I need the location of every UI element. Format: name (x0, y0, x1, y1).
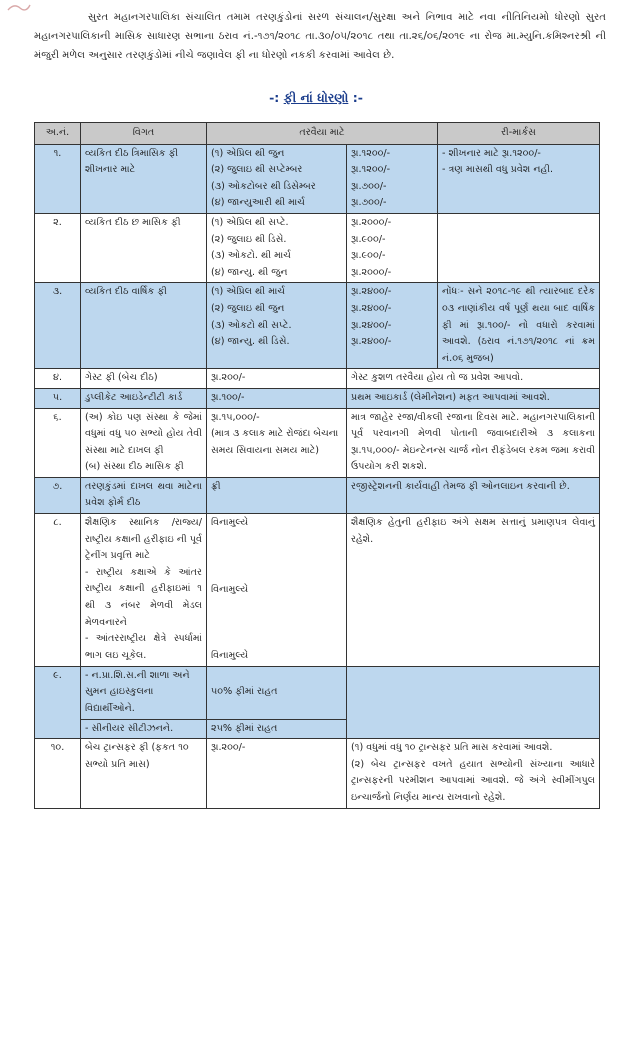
period-item: (૨) જુલાઇ થી ડિસે. (211, 233, 287, 245)
fee-item: વિનામુલ્યે (211, 583, 249, 595)
table-row (35, 739, 600, 808)
amount-item: રૂા.૨૪૦૦/- (351, 336, 392, 348)
intro-text: સુરત મહાનગરપાલિકા સંચાલિત તમામ તરણકુંડોનાં સરળ સંચાલન/સુરક્ષા અને નિભાવ માટે નવા નીતિનિયમો ધોરણો સુરત મહાનગરપાલિકાની માસિક સાધારણ સભાના ઠરાવ નં.-૧૭૧/૨૦૧૮ તા.૩૦/૦૫/૨૦૧૮ તથા તા.૨૬/૦૬/૨૦૧૯ ના રોજ મા.મ્યુનિ.કમિશ્નરશ્રી ની મંજુરી મળેલ અનુસાર તરણકુંડોમાં નીચે જણાવેલ ફી ના ધોરણો નકકી કરવામાં આવેલ છે. (34, 12, 606, 61)
period-item: (૨) જુલાઇ થી જુન (211, 302, 285, 314)
table-row (35, 408, 600, 477)
row-fee: ૫૦% ફીમાં રાહત (207, 666, 347, 719)
period-item: (૨) જુલાઇ થી સપ્ટેમ્બર (211, 164, 303, 176)
period-item: (૩) ઓકટોબર થી ડિસેમ્બર (211, 180, 316, 192)
period-item: (૪) જાન્યુ. થી ડિસે. (211, 336, 290, 348)
remark-item: - ત્રણ માસથી વધુ પ્રવેશ નહી. (442, 164, 554, 176)
table-row (35, 477, 600, 513)
detail-part-2: - રાષ્ટ્રીય કક્ષાએ કે આંતર રાષ્ટ્રીય કક્ષાની હરીફાઇમાં ૧ થી ૩ નંબર મેળવી મેડલ મેળવનારને (85, 566, 202, 628)
period-item: (૧) એપ્રિલ થી જુન (211, 147, 285, 159)
row-remarks (347, 666, 600, 738)
fee-amount: રૂા.૧૫,૦૦૦/- (211, 411, 260, 423)
row-remarks: પ્રથમ આઇકાર્ડ (લેમીનેશન) મફત આપવામાં આવશે. (347, 388, 600, 408)
row-remarks (438, 213, 600, 282)
row-number: ૧૦. (35, 739, 81, 808)
row-fee: રૂા.૨૦૦/- (207, 369, 347, 389)
row-detail: ગેસ્ટ ફી (બેચ દીઠ) (81, 369, 207, 389)
row-fee: ૨૫% ફીમાં રાહત (207, 719, 347, 739)
row-fee: રૂા.૨૦૦/- (207, 739, 347, 808)
amount-item: રૂા.૨૪૦૦/- (351, 319, 392, 331)
row-fee (207, 514, 347, 667)
row-detail: વ્યકિત દીઠ વાર્ષિક ફી (81, 283, 207, 369)
header-swimmer: તરવૈયા માટે (207, 123, 438, 145)
fee-item: વિનામુલ્યે (211, 650, 249, 662)
row-remarks (347, 739, 600, 808)
detail-part-b: (બ) સંસ્થા દીઠ માસિક ફી (85, 461, 184, 473)
table-row (35, 144, 600, 213)
amount-item: રૂા.૨૪૦૦/- (351, 286, 392, 298)
amount-item: રૂા.૨૦૦૦/- (351, 216, 392, 228)
detail-part-3: - આંતરરાષ્ટ્રીય ક્ષેત્રે સ્પર્ધામાં ભાગ લઇ ચૂકેલ. (85, 633, 202, 661)
table-header-row (35, 123, 600, 145)
detail-part-1: શૈક્ષણિક સ્થાનિક /રાજ્ય/ રાષ્ટ્રીય કક્ષાની હરીફાઇ ની પૂર્વ ટ્રેનીંગ પ્રવૃત્તિ માટે (85, 517, 202, 562)
row-periods (207, 283, 347, 369)
row-detail: તરણકુંડમાં દાખલ થવા માટેના પ્રવેશ ફોર્મ દીઠ (81, 477, 207, 513)
row-periods (207, 144, 347, 213)
table-row (35, 514, 600, 667)
row-fee: રૂા.૧૦૦/- (207, 388, 347, 408)
row-number: ૬. (35, 408, 81, 477)
fee-item: વિનામુલ્યે (211, 517, 249, 529)
row-remarks: ગેસ્ટ કુશળ તરવૈયા હોય તો જ પ્રવેશ આપવો. (347, 369, 600, 389)
row-detail: બેચ ટ્રાન્સફર ફી (ફકત ૧૦ સભ્યો પ્રતિ માસ) (81, 739, 207, 808)
header-serial: અ.નં. (35, 123, 81, 145)
row-amounts (347, 144, 438, 213)
corner-swirl-icon (6, 2, 32, 12)
remark-item: (૨) બેચ ટ્રાન્સફર વખતે હયાત સભ્યોની સંખ્યાના આધારે ટ્રાન્સફરની પરમીશન આપવામાં આવશે. જે અંગે સ્વીમીંગપુલ ઇન્ચાર્જનો નિર્ણય માન્ય રાખવાનો રહેશે. (351, 758, 596, 803)
row-number: ૫. (35, 388, 81, 408)
page-title: -: ફી નાં ધોરણો :- (269, 90, 363, 105)
table-row (35, 213, 600, 282)
row-detail: વ્યકિત દીઠ ત્રિમાસિક ફી શીખનાર માટે (81, 144, 207, 213)
row-number: ૪. (35, 369, 81, 389)
period-item: (૪) જાન્યુઆરી થી માર્ચ (211, 197, 305, 209)
amount-item: રૂા.૭૦૦/- (351, 180, 387, 192)
table-row (35, 666, 600, 719)
row-detail (81, 514, 207, 667)
amount-item: રૂા.૯૦૦/- (351, 233, 386, 245)
period-item: (૪) જાન્યુ. થી જુન (211, 266, 288, 278)
table-row (35, 369, 600, 389)
amount-item: રૂા.૧૨૦૦/- (351, 164, 391, 176)
remark-item: - શીખનાર માટે રૂા.૧૨૦૦/- (442, 147, 541, 159)
row-detail (81, 408, 207, 477)
row-remarks: નોંધઃ- સને ૨૦૧૮-૧૯ થી ત્યારબાદ દરેક ૦૩ નાણાંકીય વર્ષ પૂર્ણ થયા બાદ વાર્ષિક ફી માં રૂા.૧૦૦/- નો વધારો કરવામાં આવશે. (ઠરાવ નં.૧૭૧/૨૦૧૮ નાં ક્રમ નં.૦૬ મુજબ) (438, 283, 600, 369)
row-number: ૩. (35, 283, 81, 369)
row-detail: વ્યકિત દીઠ છ માસિક ફી (81, 213, 207, 282)
row-detail: - ન.પ્રા.શિ.સ.ની શાળા અને સુમન હાઇસ્કુલના વિદ્યાર્થીઓને. (81, 666, 207, 719)
row-detail: ડુપ્લીકેટ આઇડેન્ટીટી કાર્ડ (81, 388, 207, 408)
row-number: ૭. (35, 477, 81, 513)
row-number: ૨. (35, 213, 81, 282)
amount-item: રૂા.૭૦૦/- (351, 197, 387, 209)
row-remarks: શૈક્ષણિક હેતુની હરીફાઇ અંગે સક્ષમ સત્તાનું પ્રમાણપત્ર લેવાનું રહેશે. (347, 514, 600, 667)
title-text: ફી નાં ધોરણો (283, 90, 349, 105)
remark-item: (૧) વધુમાં વધુ ૧૦ ટ્રાન્સફર પ્રતિ માસ કરવામાં આવશે. (351, 742, 553, 754)
amount-item: રૂા.૧૨૦૦/- (351, 147, 391, 159)
row-periods (207, 213, 347, 282)
row-amounts (347, 213, 438, 282)
row-fee (207, 408, 347, 477)
row-remarks: રજીસ્ટ્રેશનની કાર્યવાહી તેમજ ફી ઓનલાઇન કરવાની છે. (347, 477, 600, 513)
header-detail: વિગત (81, 123, 207, 145)
amount-item: રૂા.૨૪૦૦/- (351, 302, 392, 314)
row-number: ૮. (35, 514, 81, 667)
period-item: (૧) એપ્રિલ થી માર્ચ (211, 286, 286, 298)
row-fee: ફ્રી (207, 477, 347, 513)
period-item: (૩) ઓકટો થી સપ્ટે. (211, 319, 292, 331)
fee-table (34, 122, 600, 809)
row-number: ૯. (35, 666, 81, 738)
amount-item: રૂા.૨૦૦૦/- (351, 266, 392, 278)
period-item: (૩) ઓકટો. થી માર્ચ (211, 250, 291, 262)
row-detail: - સીનીયર સીટીઝનને. (81, 719, 207, 739)
table-row (35, 283, 600, 369)
row-amounts (347, 283, 438, 369)
fee-note: (માત્ર ૩ કલાક માટે રોજંદા બેચના સમય સિવાયના સમય માટે) (211, 428, 339, 456)
detail-part-a: (અ) કોઇ પણ સંસ્થા કે જેમાં વધુમાં વધુ ૫૦ સભ્યો હોય તેવી સંસ્થા માટે દાખલ ફી (85, 411, 202, 456)
row-remarks (438, 144, 600, 213)
table-row (35, 388, 600, 408)
row-remarks: માત્ર જાહેર રજા/વીકલી રજાના દિવસ માટે. મહાનગરપાલિકાની પૂર્વ પરવાનગી મેળવી પોતાની જવાબદારીએ ૩ કલાકના રૂા.૧૫,૦૦૦/- મેઇન્ટેનન્સ ચાર્જ નોન રીફંડેબલ રકમ જમા કરાવી ઉપયોગ કરી શકશે. (347, 408, 600, 477)
header-remarks: રી-માર્કસ (438, 123, 600, 145)
amount-item: રૂા.૯૦૦/- (351, 250, 386, 262)
period-item: (૧) એપ્રિલ થી સપ્ટે. (211, 216, 289, 228)
row-number: ૧. (35, 144, 81, 213)
intro-paragraph (34, 8, 606, 65)
